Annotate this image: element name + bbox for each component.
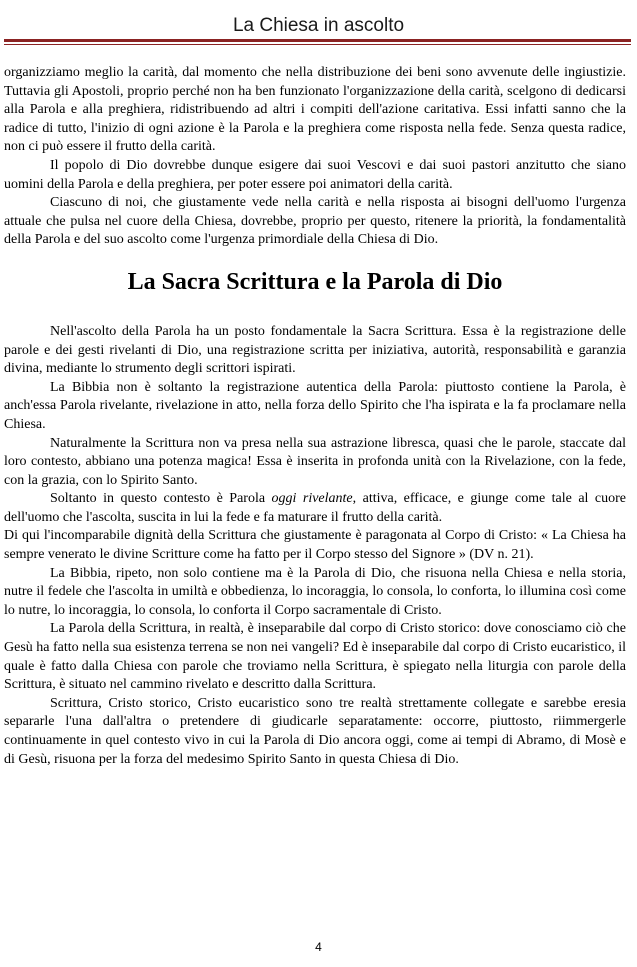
paragraph-2: Il popolo di Dio dovrebbe dunque esigere dai suoi Vescovi e dai suoi pastori anzitutto che siano uomini della Parola e della preghiera, per poter essere poi animatori della carità. <box>4 157 626 192</box>
page-body <box>4 64 626 769</box>
running-header-title: La Chiesa in ascolto <box>232 15 405 36</box>
paragraph-7 <box>4 490 626 527</box>
page-header <box>0 0 637 48</box>
section-heading: La Sacra Scrittura e la Parola di Dio <box>127 268 503 295</box>
paragraph-11: Scrittura, Cristo storico, Cristo eucaristico sono tre realtà strettamente collegate e sarebbe eresia separarle l'una dall'altra o pretendere di giudicarle separatamente: occorre, piuttosto, riimmergerle continuamente in quel contesto vivo in cui la Parola di Dio ancora oggi, come ai tempi di Abramo, di Mosè e di Gesù, risuona per la forza del medesimo Spirito Santo in questa Chiesa di Dio. <box>4 695 626 767</box>
header-rule-thick <box>4 39 631 42</box>
paragraph-7-text-a: Soltanto in questo contesto è Parola <box>50 491 272 507</box>
paragraph-5: La Bibbia non è soltanto la registrazione autentica della Parola: piuttosto contiene la Parola, è anch'essa Parola rivelante, rivelazione in atto, nella forza dello Spirito che l'ha ispirata e la fa proclamare nella Chiesa. <box>4 379 626 432</box>
paragraph-10: La Parola della Scrittura, in realtà, è inseparabile dal corpo di Cristo storico: dove conosciamo ciò che Gesù ha fatto nella sua esistenza terrena se non nei vangeli? Ed è inseparabile dal corpo di Cristo eucaristico, il quale è fatto dalla Chiesa con parole che troviamo nella Scrittura, è spiegato nella liturgia con parole della Scrittura, è situato nel cammino rivelato e descritto dalla Scrittura. <box>4 621 626 693</box>
paragraph-7-italic: oggi rivelante <box>271 491 353 507</box>
paragraph-8: Di qui l'incomparabile dignità della Scrittura che giustamente è paragonata al Corpo di Cristo: « La Chiesa ha sempre venerato le divine Scritture come ha fatto per il Corpo stesso del Signore » (DV n. 21). <box>4 528 626 563</box>
paragraph-3: Ciascuno di noi, che giustamente vede nella carità e nella risposta ai bisogni dell'uomo l'urgenza attuale che pulsa nel cuore della Chiesa, dovrebbe, proprio per questo, ritenere la priorità, la fondamentalità della Parola e del suo ascolto come l'urgenza primordiale della Chiesa di Dio. <box>4 195 626 248</box>
paragraph-7-text-b: , attiva, efficace, e giunge come tale al cuore dell'uomo che l'ascolta, suscita in lui la fede e fa maturare il frutto della carità. <box>4 491 626 525</box>
paragraph-9: La Bibbia, ripeto, non solo contiene ma è la Parola di Dio, che risuona nella Chiesa e nella storia, nutre il fedele che l'ascolta in umiltà e obbedienza, lo incoraggia, lo consola, lo conforta, lo illumina così come lo nutre, lo incoraggia, lo consola, lo conforta il Corpo sacramentale di Cristo. <box>4 565 626 618</box>
paragraph-4: Nell'ascolto della Parola ha un posto fondamentale la Sacra Scrittura. Essa è la registrazione delle parole e dei gesti rivelanti di Dio, una registrazione scritta per iniziativa, autorità, responsabilità e garanzia divina, mediante lo strumento degli scrittori ispirati. <box>4 323 626 377</box>
page-number: 4 <box>315 940 322 954</box>
header-rule-thin <box>4 44 631 45</box>
paragraph-1: organizziamo meglio la carità, dal momento che nella distribuzione dei beni sono avvenute delle ingiustizie. Tuttavia gli Apostoli, proprio perché non ha ben funzionato l'organizzazione della carità, scelgono di dedicarsi alla Parola e alla preghiera, ridistribuendo ad altri i compiti dell'azione caritativa. Essi infatti sanno che la radice di tutto, l'inizio di ogni azione è la Parola e la preghiera come risposta nella fede. Senza questa radice, non ci può essere il frutto della carità. <box>4 65 626 155</box>
paragraph-6: Naturalmente la Scrittura non va presa nella sua astrazione libresca, quasi che le parole, staccate dal loro contesto, abbiano una potenza magica! Essa è inserita in profonda unità con la Rivelazione, con la fede, con la grazia, con lo Spirito Santo. <box>4 435 626 488</box>
